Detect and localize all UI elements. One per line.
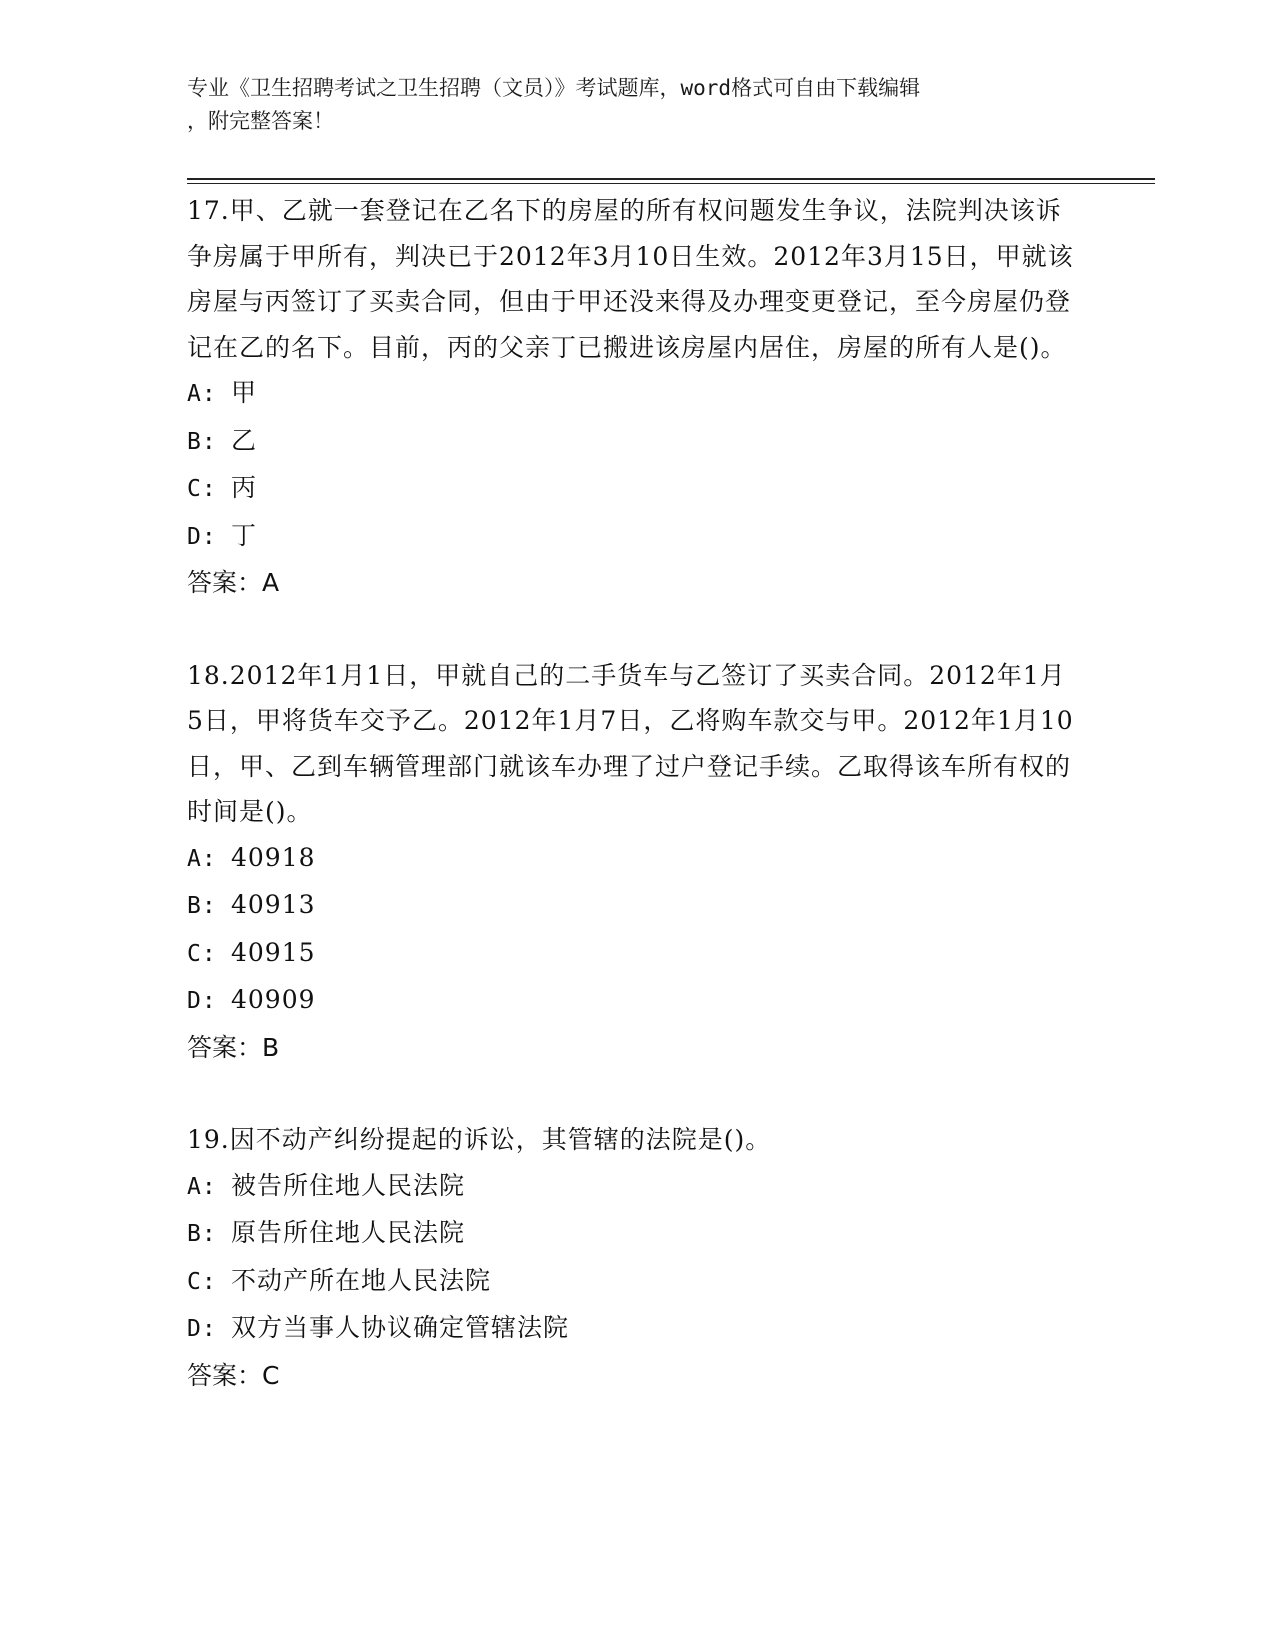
question-19 xyxy=(187,1117,1087,1398)
option-text: 40913 xyxy=(231,890,316,919)
option-b xyxy=(187,418,1087,466)
answer-line xyxy=(187,1353,1087,1399)
option-text: 不动产所在地人民法院 xyxy=(231,1265,492,1295)
option-text: 原告所住地人民法院 xyxy=(231,1218,466,1247)
question-stem: 18.2012年1月1日，甲就自己的二手货车与乙签订了买卖合同。2012年1月5日，甲将货车交予乙。2012年1月7日，乙将购车款交与甲。2012年1月10日，甲、乙到车辆管理部门就该车办理了过户登记手续。乙取得该车所有权的时间是()。 xyxy=(187,660,1074,826)
answer-line xyxy=(187,1025,1087,1071)
answer-value: C xyxy=(262,1360,280,1390)
option-b xyxy=(187,1210,1087,1258)
answer-value: B xyxy=(262,1032,280,1062)
option-key: C: xyxy=(187,940,217,967)
header-line-1: 专业《卫生招聘考试之卫生招聘（文员）》考试题库，word格式可自由下载编辑 xyxy=(187,76,921,100)
option-key: A: xyxy=(187,1173,217,1200)
option-key: A: xyxy=(187,381,217,407)
answer-label: 答案： xyxy=(187,1360,263,1390)
header-line-2: ，附完整答案！ xyxy=(187,109,334,133)
option-c xyxy=(187,930,1087,978)
header-divider-thin xyxy=(187,183,1155,184)
option-text: 丁 xyxy=(231,520,258,550)
option-text: 双方当事人协议确定管辖法院 xyxy=(231,1313,570,1342)
option-key: B: xyxy=(187,893,217,919)
option-a xyxy=(187,1163,1087,1211)
option-key: D: xyxy=(187,1316,217,1342)
option-text: 丙 xyxy=(231,473,258,502)
option-text: 40909 xyxy=(231,985,316,1014)
question-18 xyxy=(187,653,1087,1071)
option-b xyxy=(187,882,1087,930)
option-d xyxy=(187,977,1087,1025)
option-text: 40918 xyxy=(231,842,316,872)
option-key: A: xyxy=(187,845,217,872)
option-key: B: xyxy=(187,428,217,455)
question-list xyxy=(187,188,1087,1445)
option-text: 乙 xyxy=(231,425,258,455)
option-a xyxy=(187,370,1087,418)
option-c xyxy=(187,465,1087,513)
option-d xyxy=(187,1305,1087,1353)
option-d xyxy=(187,513,1087,561)
question-stem: 19.因不动产纠纷提起的诉讼，其管辖的法院是()。 xyxy=(187,1125,772,1154)
question-17 xyxy=(187,188,1087,606)
answer-line xyxy=(187,560,1087,606)
option-key: D: xyxy=(187,523,217,550)
option-text: 甲 xyxy=(231,378,258,407)
option-key: D: xyxy=(187,988,217,1014)
option-text: 40915 xyxy=(231,937,316,967)
header-divider-thick xyxy=(187,178,1155,180)
option-key: C: xyxy=(187,476,217,502)
option-a xyxy=(187,835,1087,883)
option-c xyxy=(187,1258,1087,1306)
option-text: 被告所住地人民法院 xyxy=(231,1170,466,1200)
question-stem: 17.甲、乙就一套登记在乙名下的房屋的所有权问题发生争议，法院判决该诉争房属于甲所有，判决已于2012年3月10日生效。2012年3月15日，甲就该房屋与丙签订了买卖合同，但由于甲还没来得及办理变更登记，至今房屋仍登记在乙的名下。目前，丙的父亲丁已搬进该房屋内居住，房屋的所有人是()。 xyxy=(187,196,1074,362)
document-header xyxy=(187,72,1067,138)
option-key: B: xyxy=(187,1221,217,1247)
answer-label: 答案： xyxy=(187,1032,263,1062)
option-key: C: xyxy=(187,1268,217,1295)
answer-value: A xyxy=(262,568,280,597)
answer-label: 答案： xyxy=(187,568,263,597)
